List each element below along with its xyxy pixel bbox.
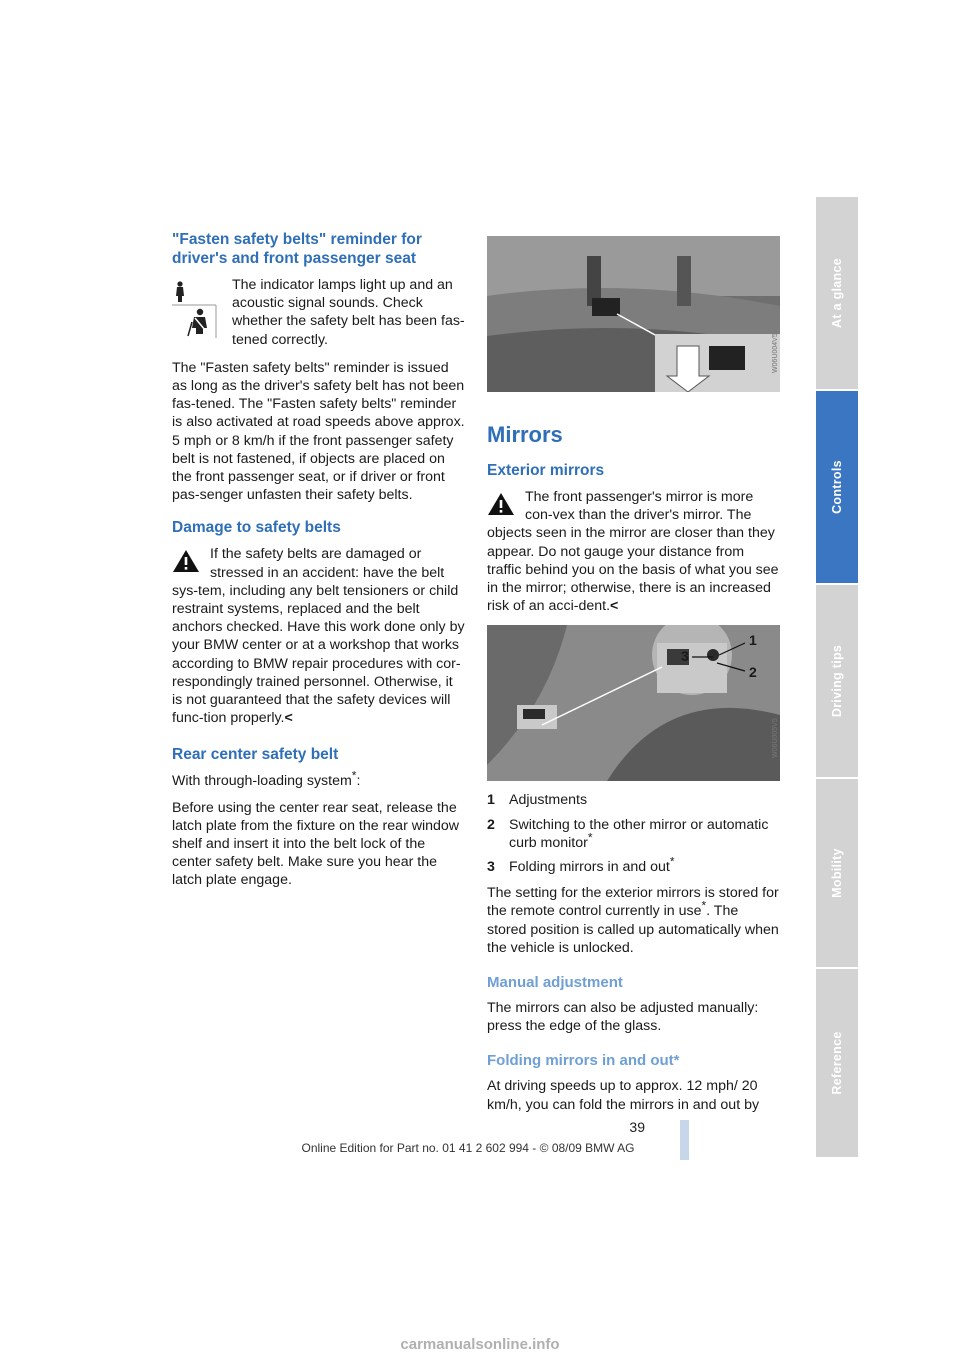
through-loading-text: With through-loading system — [172, 773, 352, 790]
tab-label: Mobility — [830, 848, 844, 898]
tab-at-a-glance[interactable] — [816, 197, 858, 391]
footer-text: Online Edition for Part no. 01 41 2 602 994 - © 08/09 BMW AG — [301, 1141, 635, 1155]
rear-seat-photo — [487, 236, 780, 392]
rear-center-body: Before using the center rear seat, release the latch plate from the fixture on the rear window shelf and insert it into the belt lock of the center safety belt. Make sure you hear the latch plate engage. — [172, 799, 460, 889]
warning-triangle-icon — [172, 549, 200, 573]
list-number: 2 — [487, 816, 495, 833]
exterior-warning — [487, 488, 780, 615]
option-star: * — [669, 854, 675, 869]
end-mark: < — [610, 598, 619, 615]
warning-triangle-icon — [487, 492, 515, 516]
tab-label: At a glance — [830, 258, 844, 328]
list-item — [487, 816, 780, 852]
list-text: Adjustments — [509, 792, 588, 809]
tab-label: Controls — [830, 460, 844, 514]
tab-label: Driving tips — [830, 644, 844, 718]
list-item — [487, 854, 780, 876]
label-3: 3 — [681, 648, 689, 665]
photo-code: W06U004V5 — [772, 333, 780, 373]
option-star: * — [701, 898, 707, 913]
folding-mirrors-body: At driving speeds up to approx. 12 mph/ 20 km/h, you can fold the mirrors in and out by — [487, 1078, 760, 1113]
tab-controls[interactable] — [816, 391, 858, 585]
exterior-mirrors-title: Exterior mirrors — [487, 462, 605, 479]
manual-adjustment-body: The mirrors can also be adjusted manually: press the edge of the glass. — [487, 1000, 759, 1035]
page-number: 39 — [629, 1119, 645, 1135]
photo-code: W06U005V5 — [772, 718, 780, 759]
list-text — [509, 854, 675, 876]
label-1: 1 — [749, 632, 757, 649]
section-title-damage: Damage to safety belts — [172, 519, 341, 537]
mirror-controls-list — [487, 791, 780, 876]
tab-label: Reference — [830, 1031, 844, 1095]
list-text-content: Switching to the other mirror or automatic curb monitor — [509, 816, 769, 851]
left-column — [172, 230, 465, 898]
list-text-content: Folding mirrors in and out — [509, 859, 670, 876]
fasten-belts-body: The "Fasten safety belts" reminder is issued as long as the driver's safety belt has not been fas-tened. The "Fasten safety belts" reminder is also activated at road speeds above approx. 5 mph or 8 km/h if the front passenger safety belt is not fastened, if objects are placed on the front passenger seat, or if driver or front pas-senger unfasten their safety belts. — [172, 359, 465, 504]
folding-mirrors-title: Folding mirrors in and out* — [487, 1052, 680, 1070]
mirrors-heading: Mirrors — [487, 422, 563, 447]
indicator-note-text: The indicator lamps light up and an acoustic signal sounds. Check whether the safety belt has been fas-tened correctly. — [232, 277, 465, 348]
setting-text-b: . The stored position is called up automatically when the vehicle is unlocked. — [487, 903, 779, 956]
seat-belt-indicator-icon — [172, 278, 222, 338]
section-title-fasten-belts: "Fasten safety belts" reminder for driver's and front passenger seat — [172, 231, 422, 267]
list-number: 1 — [487, 792, 495, 809]
exterior-warning-text: The front passenger's mirror is more con-vex than the driver's mirror. The objects seen in the mirror are closer than they appear. Do not gauge your distance from traffic behind you on the basis of what you see in the mirror; otherwise, there is an increased risk of an acci-dent. — [487, 489, 779, 615]
chapter-tabs — [816, 197, 858, 1159]
list-number: 3 — [487, 859, 495, 876]
section-title-rear-center: Rear center safety belt — [172, 746, 339, 764]
footer — [0, 1141, 960, 1155]
damage-warning-text: If the safety belts are damaged or stressed in an accident: have the belt sys-tem, including any belt tensioners or child restraint systems, replaced and the belt anchors checked. Have this work done only by your BMW center or at a workshop that works according to BMW repair procedures with cor-respondingly trained personnel. Otherwise, it is not guaranteed that the safety devices will func-tion properly. — [172, 546, 465, 727]
tab-mobility[interactable] — [816, 779, 858, 969]
colon: : — [356, 773, 361, 790]
list-item — [487, 791, 780, 809]
end-mark: < — [284, 710, 293, 727]
manual-adjustment-title: Manual adjustment — [487, 974, 623, 992]
label-2: 2 — [749, 664, 757, 681]
damage-warning — [172, 545, 465, 727]
setting-text — [487, 884, 780, 957]
tab-driving-tips[interactable] — [816, 585, 858, 779]
list-text — [509, 816, 780, 852]
option-star: * — [587, 830, 593, 845]
setting-text-a: The setting for the exterior mirrors is stored for the remote control currently in use — [487, 885, 779, 920]
right-column — [487, 236, 780, 1122]
option-star: * — [351, 768, 357, 783]
through-loading-line — [172, 768, 465, 790]
tab-reference[interactable] — [816, 969, 858, 1159]
watermark: carmanualsonline.info — [400, 1336, 560, 1353]
indicator-note — [172, 276, 465, 349]
mirror-controls-photo — [487, 625, 780, 781]
